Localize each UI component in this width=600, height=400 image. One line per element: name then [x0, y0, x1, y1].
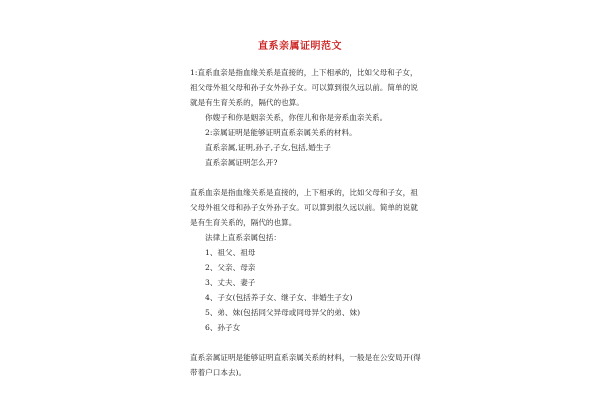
law-item: 3、丈夫、妻子: [205, 278, 256, 287]
law-item: 2、父亲、母亲: [205, 263, 256, 272]
closing-line: 带着户口本去)。: [190, 368, 247, 377]
closing-line: 直系亲属证明是能够证明直系亲属关系的材料，一般是在公安局开(得: [190, 353, 421, 362]
paragraph-line: 就是有生育关系的，隔代的也算。: [190, 98, 304, 107]
paragraph-line: 祖父母外祖父母和孙子女外孙子女。可以算到很久远以前。简单的说: [190, 83, 418, 92]
paragraph-line: 父母外祖父母和孙子女外孙子女。可以算到很久远以前。简单的说就: [190, 203, 418, 212]
law-intro: 法律上直系亲属包括：: [205, 233, 281, 242]
paragraph-line: 你嫂子和你是姻亲关系，你侄儿和你是旁系血亲关系。: [205, 113, 388, 122]
paragraph-line: 直系亲属证明怎么开?: [205, 158, 278, 167]
paragraph-line: 直系亲属,证明,孙子,子女,包括,婚生子: [205, 143, 331, 152]
document-title: 直系亲属证明范文: [258, 41, 342, 52]
law-item: 5、弟、妹(包括同父异母或同母异父的弟、妹): [205, 308, 361, 317]
paragraph-line: 2:亲属证明是能够证明直系亲属关系的材料。: [205, 128, 357, 137]
law-item: 6、孙子女: [205, 323, 241, 332]
law-item: 4、子女(包括养子女、继子女、非婚生子女): [205, 293, 353, 302]
paragraph-line: 是有生育关系的，隔代的也算。: [190, 218, 297, 227]
paragraph-line: 1:直系血亲是指血缘关系是直接的，上下相承的，比如父母和子女，: [190, 68, 418, 77]
law-item: 1、祖父、祖母: [205, 248, 256, 257]
paragraph-line: 直系血亲是指血缘关系是直接的，上下相承的，比如父母和子女，祖: [190, 188, 418, 197]
